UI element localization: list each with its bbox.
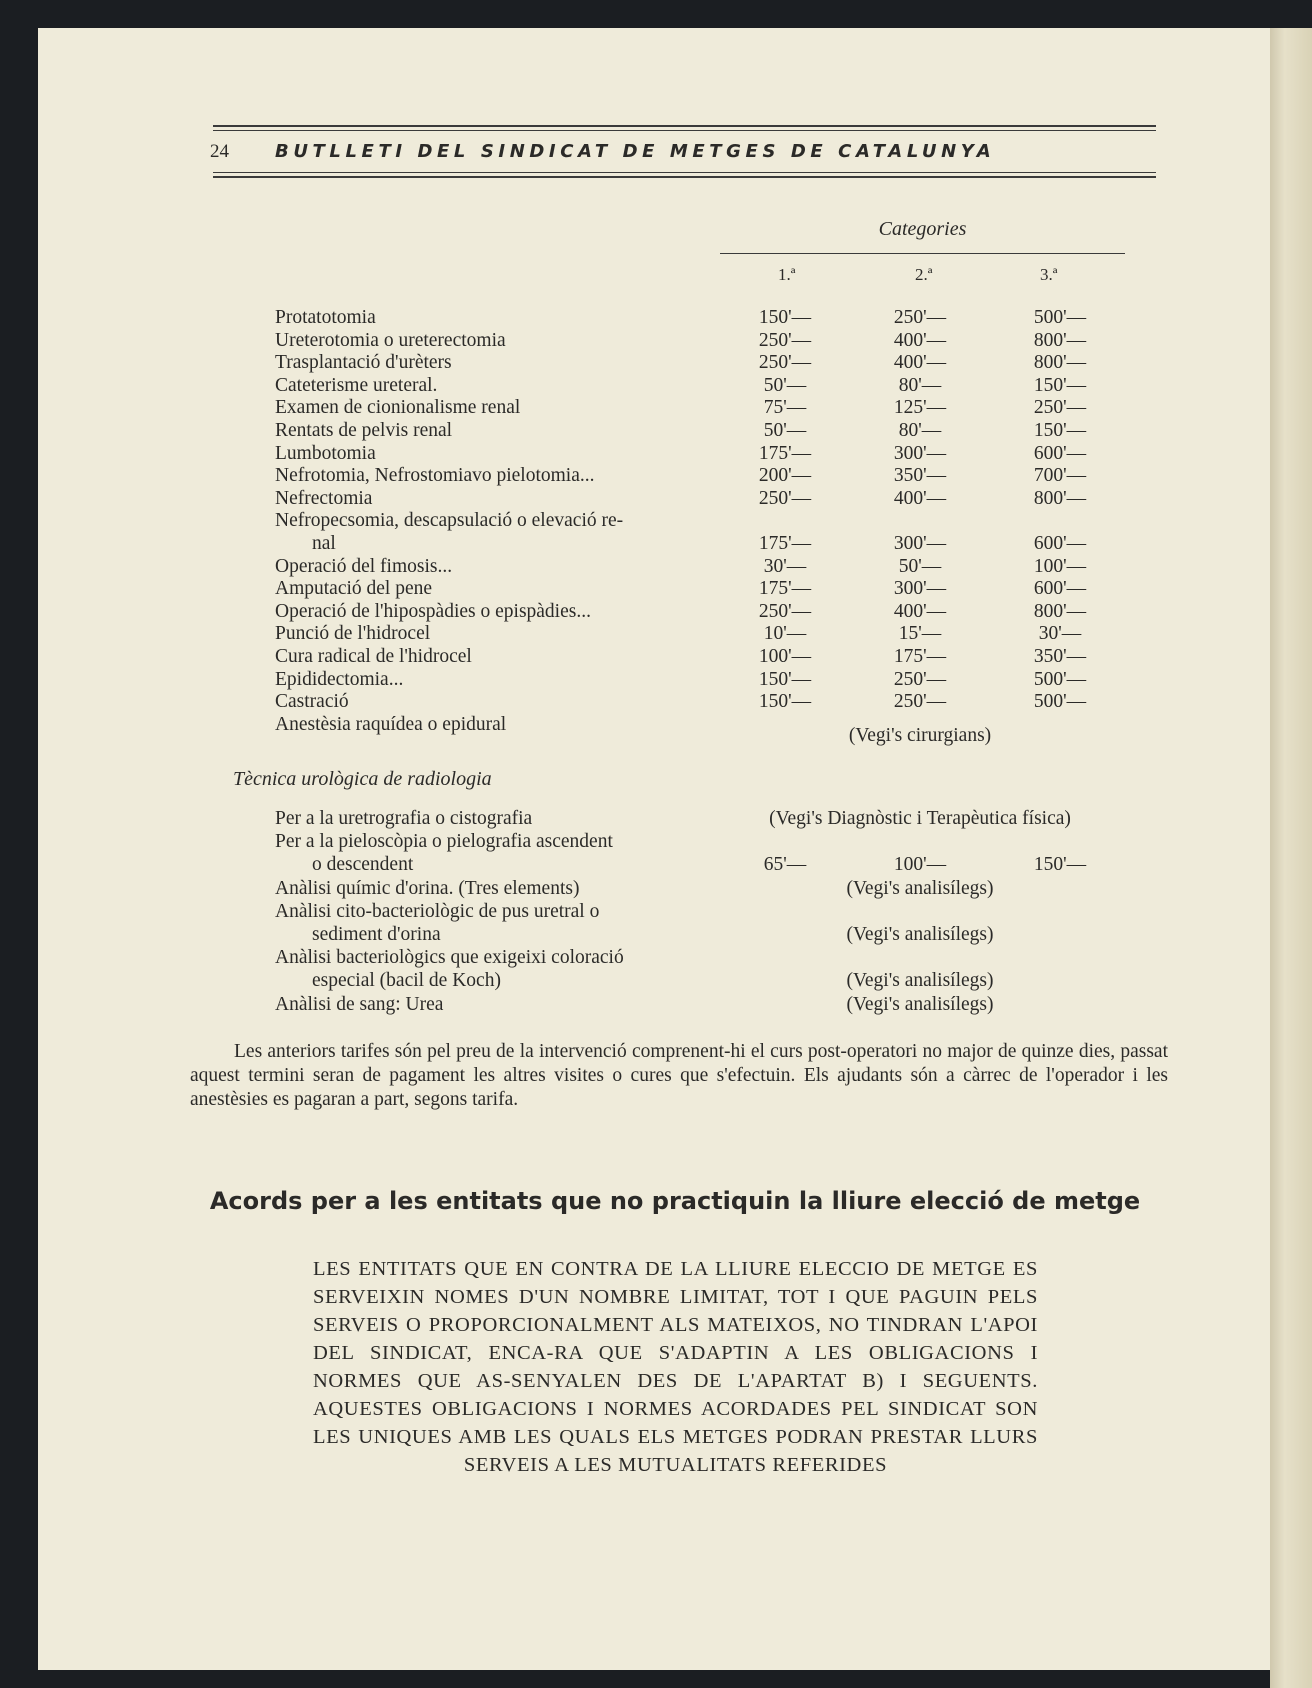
fee-value: 100'—: [1033, 555, 1087, 577]
fee-value: 175'—: [758, 578, 812, 600]
row-label: Anestèsia raquídea o epidural: [275, 713, 507, 735]
fee-value: 250'—: [758, 600, 812, 622]
fee-value: 700'—: [1033, 465, 1087, 487]
header-rule-bottom: [213, 172, 1156, 173]
row-label: Operació del fimosis...: [275, 555, 453, 577]
section-title: Tècnica urològica de radiologia: [233, 768, 492, 790]
row-label: o descendent: [312, 854, 414, 876]
fee-value: 250'—: [893, 691, 947, 713]
fee-value: 150'—: [1033, 854, 1087, 876]
fee-value: 125'—: [893, 397, 947, 419]
fee-value: 500'—: [1033, 668, 1087, 690]
fee-value: 150'—: [758, 691, 812, 713]
table-row: [0, 329, 1312, 352]
fee-value: 250'—: [893, 307, 947, 328]
fee-value: 80'—: [898, 374, 942, 396]
fee-value: 600'—: [1033, 578, 1087, 600]
row-label: Ureterotomia o ureterectomia: [275, 329, 506, 351]
row-label: sediment d'orina: [312, 924, 441, 945]
cross-reference-note: (Vegi's cirurgians): [848, 724, 992, 746]
table-row: [0, 600, 1312, 623]
fee-value: 65'—: [763, 854, 807, 876]
fee-value: 800'—: [1033, 600, 1087, 622]
fee-value: 400'—: [893, 329, 947, 351]
row-label: Cateterisme ureteral.: [275, 374, 438, 396]
row-label: Per a la uretrografia o cistografia: [275, 808, 533, 829]
table-row: [0, 396, 1312, 419]
cross-reference-note: (Vegi's Diagnòstic i Terapèutica física): [769, 808, 1071, 829]
row-label: especial (bacil de Koch): [312, 970, 501, 992]
table-row: [0, 993, 1312, 1016]
fee-value: 250'—: [893, 668, 947, 690]
table-row: [0, 923, 1312, 946]
tariff-note: Les anteriors tarifes són pel preu de la intervenció comprenent-hi el curs post-operatori no major de quinze dies, passat aquest termini seran de pagament les altres visites o cures que s'efectuin. Els ajudants són a càrrec de l'operador i les anestèsies es pagaran a part, segons tarifa.: [190, 1041, 1168, 1110]
column-header-3: 3.ª: [1040, 265, 1058, 284]
row-label: Anàlisi de sang: Urea: [275, 993, 444, 1015]
table-row: [0, 946, 1312, 969]
cross-reference-note: (Vegi's analisílegs): [846, 970, 994, 992]
fee-value: 15'—: [898, 623, 942, 645]
table-row: [0, 374, 1312, 397]
table-row: [0, 830, 1312, 853]
column-header-1: 1.ª: [778, 265, 796, 284]
fee-value: 150'—: [758, 307, 812, 328]
row-label: Castració: [275, 691, 349, 713]
journal-title: BUTLLETI DEL SINDICAT DE METGES DE CATALUNYA: [275, 141, 996, 162]
fee-value: 250'—: [758, 352, 812, 374]
fee-value: 500'—: [1033, 691, 1087, 713]
table-row: [0, 419, 1312, 442]
fee-value: 350'—: [1033, 646, 1087, 667]
row-label: Anàlisi químic d'orina. (Tres elements): [275, 877, 580, 899]
table-row: [0, 509, 1312, 532]
fee-value: 350'—: [893, 465, 947, 487]
fee-value: 75'—: [763, 397, 807, 419]
fee-value: 200'—: [758, 465, 812, 487]
fee-value: 50'—: [763, 374, 807, 396]
column-header-2: 2.ª: [915, 265, 933, 284]
table-row: [0, 668, 1312, 691]
fee-value: 600'—: [1033, 533, 1087, 554]
fee-value: 400'—: [893, 600, 947, 622]
fee-value: 175'—: [758, 442, 812, 464]
fee-value: 30'—: [1038, 623, 1082, 645]
agreements-heading: Acords per a les entitats que no practiquin la lliure elecció de metge: [209, 1187, 1141, 1215]
cross-reference-note: (Vegi's analisílegs): [846, 877, 994, 899]
fee-value: 150'—: [1033, 420, 1087, 441]
table-row: [0, 555, 1312, 578]
fee-value: 175'—: [893, 646, 947, 667]
table-row: [0, 690, 1312, 713]
cross-reference-note: (Vegi's analisílegs): [846, 993, 994, 1015]
fee-value: 800'—: [1033, 329, 1087, 351]
table-row: [0, 645, 1312, 668]
row-label: Per a la pieloscòpia o pielografia ascendent: [275, 831, 613, 853]
agreements-body: LES ENTITATS QUE EN CONTRA DE LA LLIURE ELECCIO DE METGE ES SERVEIXIN NOMES D'UN NOMBRE LIMITAT, TOT I QUE PAGUIN PELS SERVEIS O PROPORCIONALMENT ALS MATEIXOS, NO TINDRAN L'APOI DEL SINDICAT, ENCA-RA QUE S'ADAPTIN A LES OBLIGACIONS I NORMES QUE AS-SENYALEN DES DE L'APARTAT B) I SEGUENTS. AQUESTES OBLIGACIONS I NORMES ACORDADES PEL SINDICAT SON LES UNIQUES AMB LES QUALS ELS METGES PODRAN PRESTAR LLURS SERVEIS A LES MUTUALITATS REFERIDES: [313, 1258, 1038, 1476]
fee-value: 80'—: [898, 420, 942, 441]
fee-value: 300'—: [893, 578, 947, 600]
fee-value: 175'—: [758, 533, 812, 554]
table-row: [0, 853, 1312, 876]
row-label: Cura radical de l'hidrocel: [275, 646, 472, 667]
fee-value: 50'—: [898, 555, 942, 577]
fee-value: 150'—: [1033, 374, 1087, 396]
table-row: [0, 487, 1312, 510]
fee-value: 600'—: [1033, 442, 1087, 464]
header-rule-top: [213, 125, 1156, 127]
fee-value: 250'—: [758, 487, 812, 509]
fee-value: 250'—: [758, 329, 812, 351]
fee-value: 10'—: [763, 623, 807, 645]
row-label: Anàlisi cito-bacteriològic de pus uretral o: [275, 900, 600, 922]
fee-value: 250'—: [1033, 397, 1087, 419]
page-number: 24: [210, 141, 229, 162]
fee-value: 30'—: [763, 555, 807, 577]
table-row: [0, 877, 1312, 900]
row-label: Amputació del pene: [275, 578, 433, 600]
fee-value: 400'—: [893, 352, 947, 374]
fee-value: 800'—: [1033, 487, 1087, 509]
fee-value: 300'—: [893, 533, 947, 554]
categories-label: Categories: [878, 218, 967, 240]
row-label: Trasplantació d'urèters: [275, 352, 452, 374]
table-row: [0, 442, 1312, 465]
fee-value: 500'—: [1033, 307, 1087, 328]
row-label: Epididectomia...: [275, 668, 404, 690]
row-label: Rentats de pelvis renal: [275, 420, 453, 441]
row-label: nal: [312, 533, 336, 554]
fee-value: 150'—: [758, 668, 812, 690]
table-row: [0, 351, 1312, 374]
table-row: [0, 464, 1312, 487]
table-row: [0, 306, 1312, 329]
fee-value: 50'—: [763, 420, 807, 441]
running-header: [210, 141, 1155, 165]
row-label: Operació de l'hipospàdies o epispàdies...: [275, 600, 591, 622]
cross-reference-note: (Vegi's analisílegs): [846, 924, 994, 945]
fee-value: 400'—: [893, 487, 947, 509]
table-row: [0, 577, 1312, 600]
table-row: [0, 622, 1312, 645]
table-row: [0, 713, 1312, 736]
categories-rule: [720, 253, 1125, 254]
row-label: Protatotomia: [275, 307, 376, 328]
header-rule-top-2: [213, 130, 1156, 131]
table-row: [0, 807, 1312, 830]
fee-value: 300'—: [893, 442, 947, 464]
table-row: [0, 900, 1312, 923]
row-label: Lumbotomia: [275, 442, 376, 464]
table-row: [0, 532, 1312, 555]
fee-value: 100'—: [893, 854, 947, 876]
row-label: Punció de l'hidrocel: [275, 623, 431, 645]
row-label: Anàlisi bacteriològics que exigeixi coloració: [275, 947, 624, 969]
fee-value: 800'—: [1033, 352, 1087, 374]
row-label: Nefrotomia, Nefrostomiavo pielotomia...: [275, 465, 595, 487]
header-rule-bottom-2: [213, 176, 1156, 178]
row-label: Examen de cionionalisme renal: [275, 397, 521, 419]
fee-value: 100'—: [758, 646, 812, 667]
table-row: [0, 969, 1312, 992]
row-label: Nefropecsomia, descapsulació o elevació re-: [275, 510, 624, 532]
row-label: Nefrectomia: [275, 487, 373, 509]
